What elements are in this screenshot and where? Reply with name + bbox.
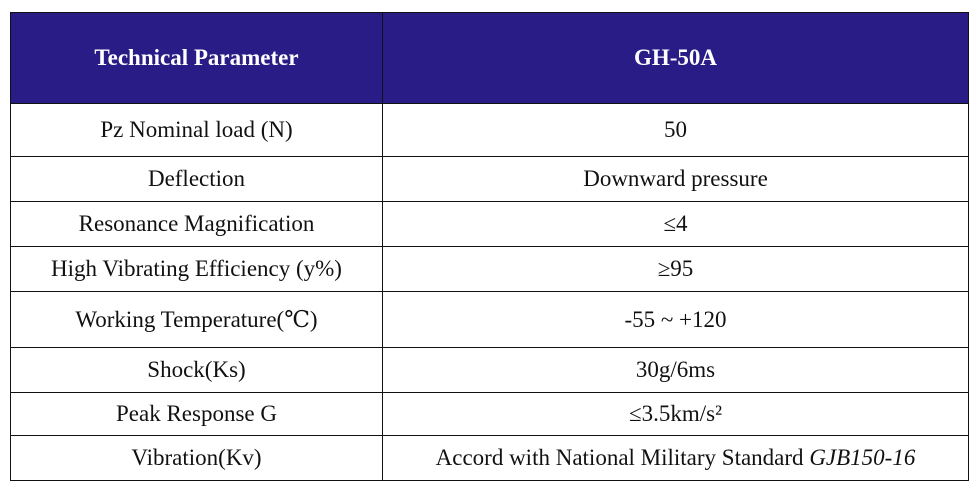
table-row — [11, 292, 969, 348]
table-row — [11, 202, 969, 247]
param-cell: Working Temperature(℃) — [11, 292, 383, 348]
param-cell: Peak Response G — [11, 393, 383, 436]
value-cell: ≥95 — [383, 247, 969, 292]
param-cell: Resonance Magnification — [11, 202, 383, 247]
value-cell — [383, 436, 969, 481]
value-cell: -55 ~ +120 — [383, 292, 969, 348]
value-text: Accord with National Military Standard — [435, 445, 810, 470]
header-model: GH-50A — [383, 13, 969, 104]
table-row — [11, 436, 969, 481]
spec-table — [10, 12, 969, 481]
standard-code: GJB150-16 — [809, 445, 916, 470]
param-cell: Deflection — [11, 157, 383, 202]
value-cell: 30g/6ms — [383, 348, 969, 393]
table-row — [11, 393, 969, 436]
value-cell: ≤4 — [383, 202, 969, 247]
value-cell: Downward pressure — [383, 157, 969, 202]
table-row — [11, 157, 969, 202]
header-param: Technical Parameter — [11, 13, 383, 104]
value-cell: ≤3.5km/s² — [383, 393, 969, 436]
param-cell: Pz Nominal load (N) — [11, 104, 383, 157]
param-cell: High Vibrating Efficiency (y%) — [11, 247, 383, 292]
table-header-row — [11, 13, 969, 104]
value-cell: 50 — [383, 104, 969, 157]
table-row — [11, 348, 969, 393]
table-row — [11, 247, 969, 292]
table-row — [11, 104, 969, 157]
param-cell: Shock(Ks) — [11, 348, 383, 393]
param-cell: Vibration(Kv) — [11, 436, 383, 481]
